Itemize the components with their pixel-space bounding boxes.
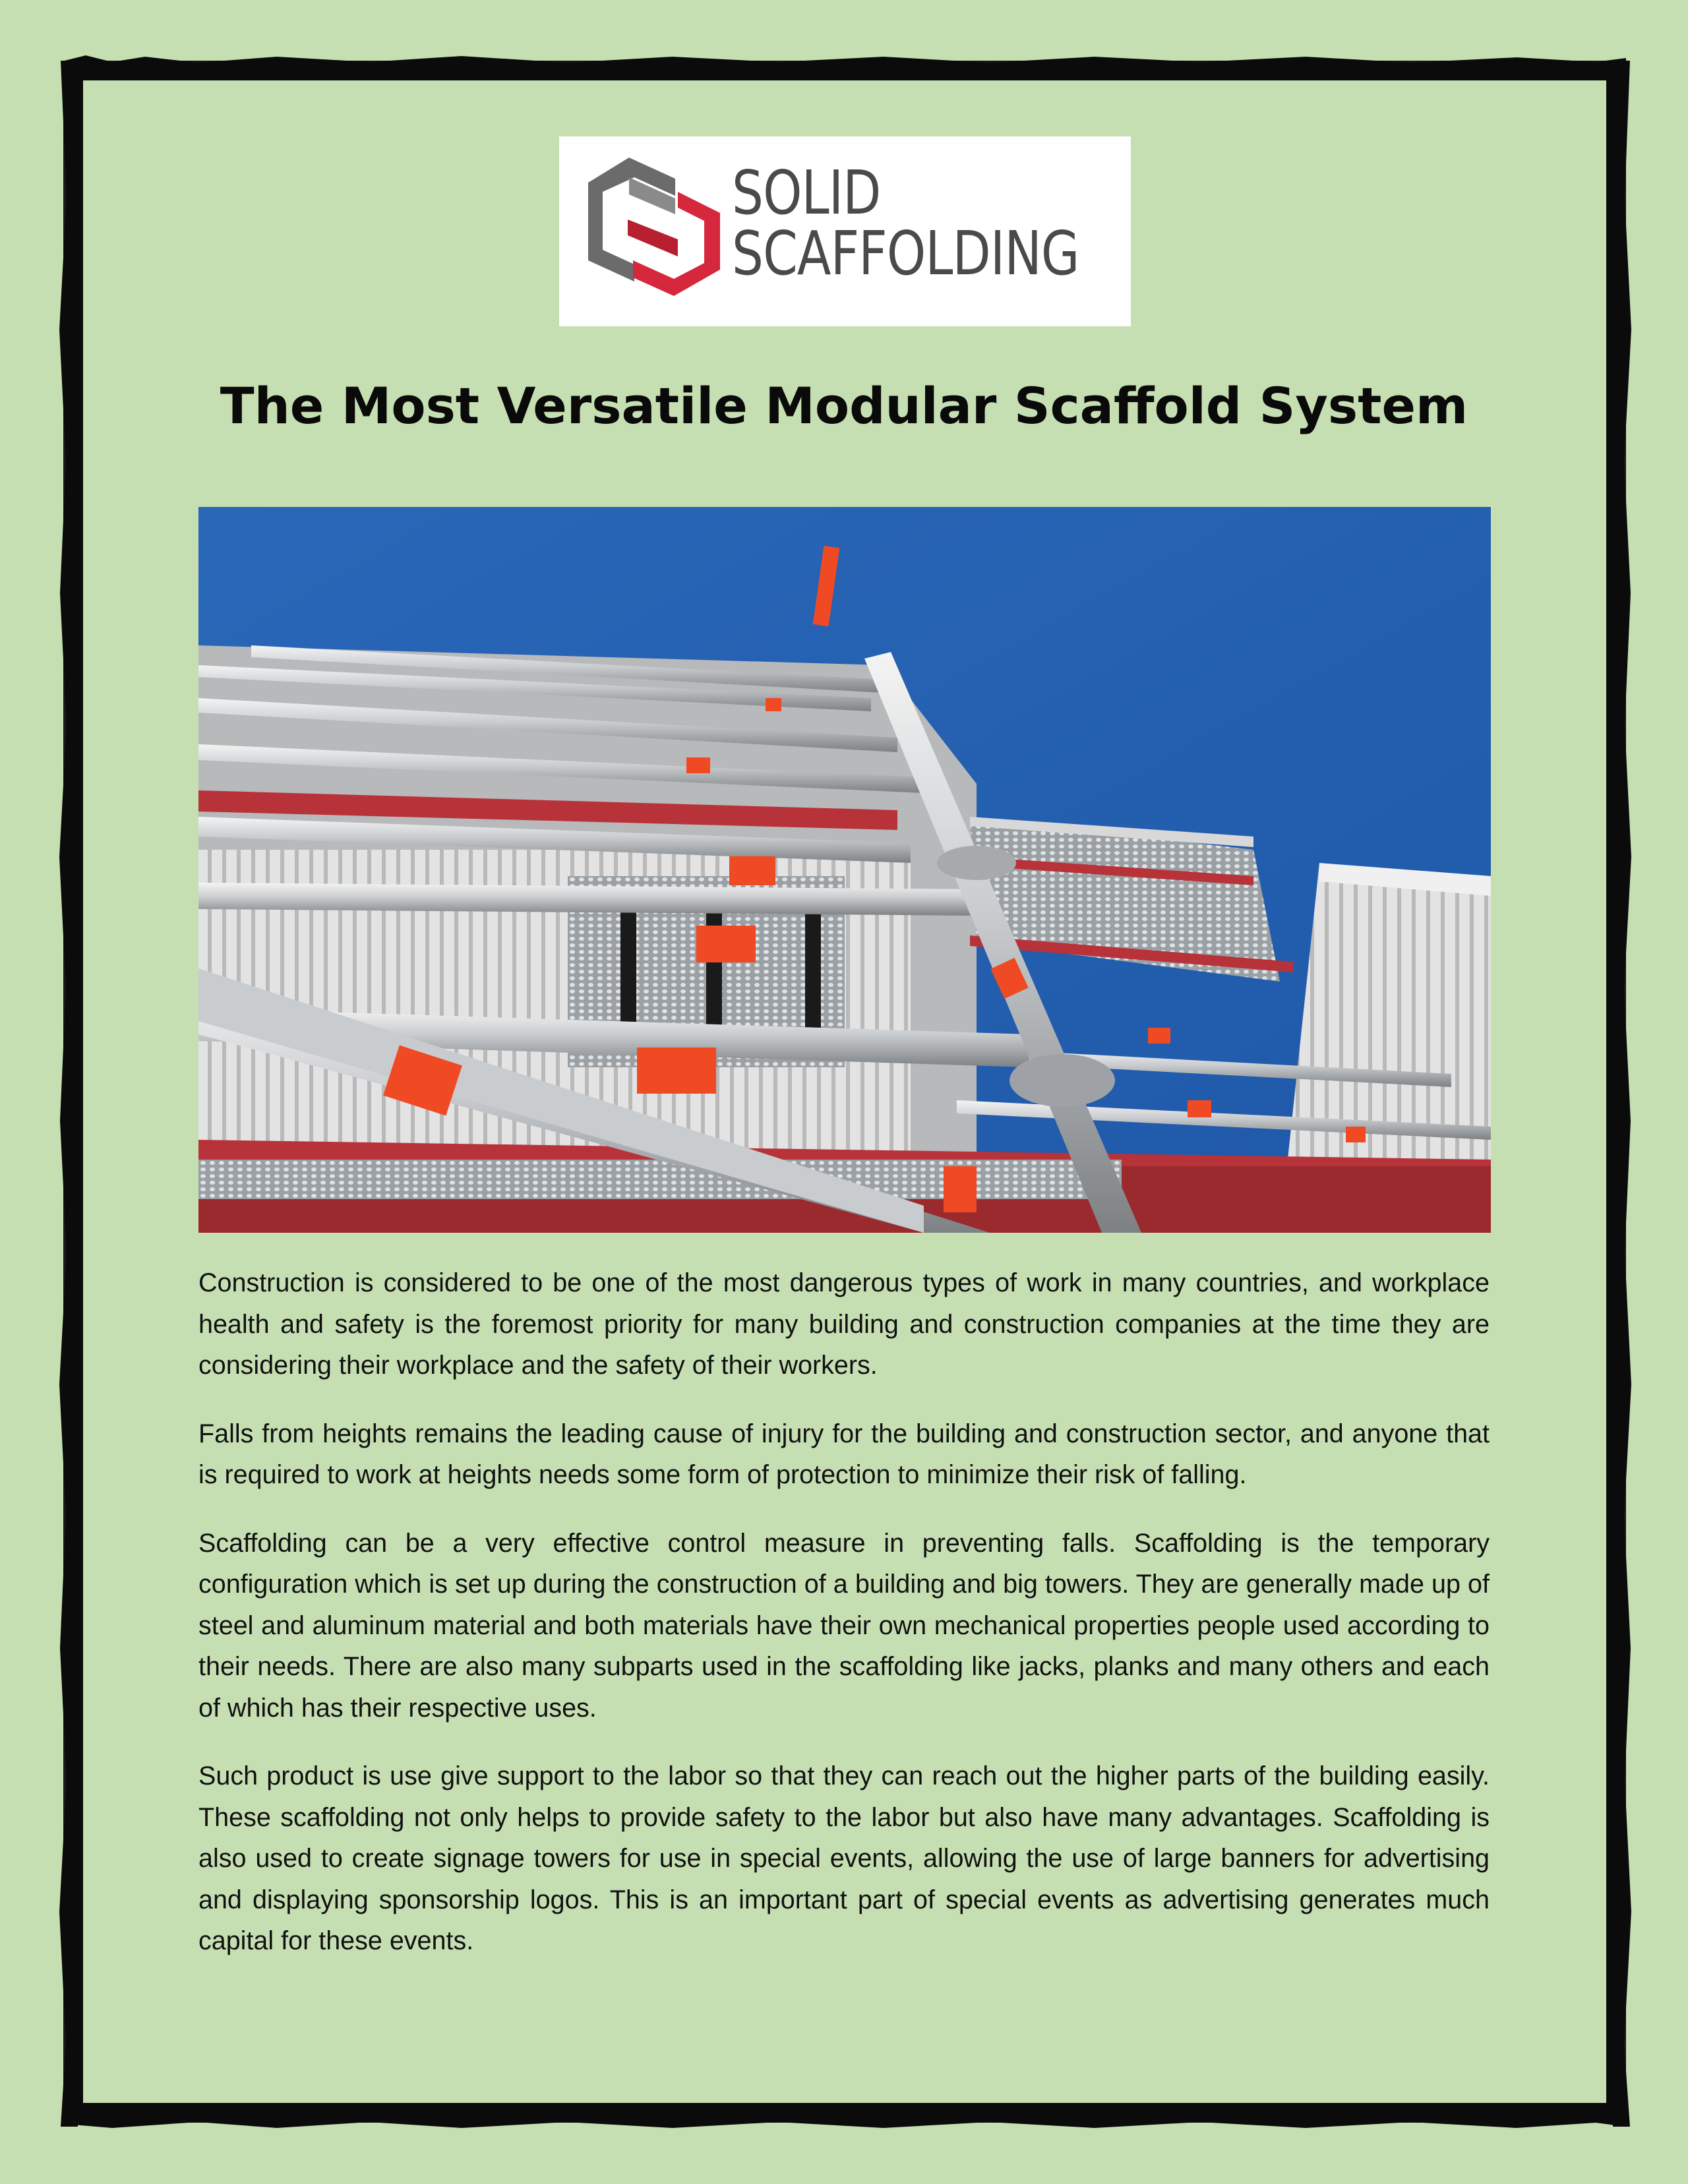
- logo-line-2: SCAFFOLDING: [732, 218, 1079, 289]
- page-title: The Most Versatile Modular Scaffold System: [220, 376, 1468, 435]
- paragraph-4: Such product is use give support to the labor so that they can reach out the higher parts of the building easily. These scaffolding not only helps to provide safety to the labor but also have many advantages. Scaffolding is also used to create signage towers for use in special events, allowing the use of large banners for advertising and displaying sponsorship logos. This is an important part of special events as advertising generates much capital for these events.: [198, 1761, 1490, 1955]
- scaffold-illustration: [198, 507, 1491, 1233]
- paragraph-3: Scaffolding can be a very effective control measure in preventing falls. Scaffolding is the temporary configuration which is set up during the construction of a building and big towers. They are generally made up of steel and aluminum material and both materials have their own mechanical properties people used according to their needs. There are also many subparts used in the scaffolding like jacks, planks and many others and each of which has their respective uses.: [198, 1528, 1490, 1723]
- solid-scaffolding-logo-icon: [588, 158, 720, 296]
- scaffold-photo: [198, 507, 1491, 1233]
- paragraph-2: Falls from heights remains the leading cause of injury for the building and construction sector, and anyone that is required to work at heights needs some form of protection to minimize their risk of falling.: [198, 1419, 1490, 1489]
- company-logo: [559, 136, 1131, 326]
- article-body: [198, 1262, 1490, 1989]
- logo-wordmark: [732, 158, 1079, 289]
- logo-line-1: SOLID: [732, 158, 881, 228]
- paragraph-1: Construction is considered to be one of the most dangerous types of work in many countries, and workplace health and safety is the foremost priority for many building and construction companies at the time they are considering their workplace and the safety of their workers.: [198, 1268, 1490, 1380]
